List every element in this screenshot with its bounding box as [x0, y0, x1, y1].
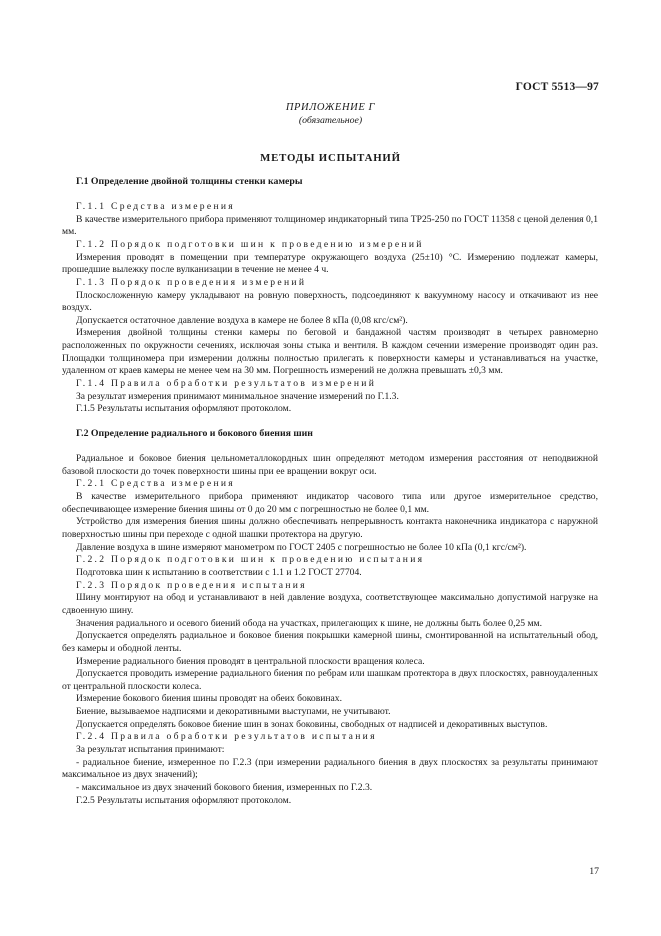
clause-g2-5: Г.2.5 Результаты испытания оформляют протоколом. [76, 794, 292, 806]
paragraph: Значения радиального и осевого биений обода на участках, прилегающих к шине, не должны быть более 0,25 мм. [76, 617, 542, 629]
paragraph: Измерение бокового биения шины проводят на обеих боковинах. [76, 693, 342, 705]
clause-heading-g1-1: Г.1.1 Средства измерения [76, 200, 236, 212]
clause-heading-g1-3: Г.1.3 Порядок проведения измерений [76, 276, 307, 288]
paragraph: Шину монтируют на обод и устанавливают в ней давление воздуха, соответствующее максимально допустимой нагрузке на сдвоенную шину. [62, 592, 598, 616]
document-code: ГОСТ 5513—97 [515, 81, 599, 93]
paragraph: Биение, вызываемое надписями и декоративными выступами, не учитывают. [76, 706, 391, 718]
paragraph: За результат измерения принимают минимальное значение измерений по Г.1.3. [76, 390, 399, 402]
clause-g1-5: Г.1.5 Результаты испытания оформляют протоколом. [76, 403, 292, 415]
paragraph: Радиальное и боковое биения цельнометаллокордных шин определяют методом измерения расстояния от неподвижной базовой плоскости до точек поверхности шины при ее вращении вокруг оси. [62, 453, 598, 477]
appendix-status: (обязательное) [298, 115, 363, 126]
paragraph: В качестве измерительного прибора применяют индикатор часового типа или другое измерительное средство, обеспечивающее измерение биения шины от 0 до 20 мм с погрешностью не более 0,1 мм. [62, 490, 598, 515]
paragraph: За результат испытания принимают: [76, 744, 225, 756]
section-heading-g2: Г.2 Определение радиального и бокового биения шин [76, 428, 313, 440]
paragraph: Подготовка шин к испытанию в соответствии с 1.1 и 1.2 ГОСТ 27704. [76, 566, 362, 578]
paragraph: Допускается проводить измерение радиального биения по ребрам или шашкам протектора в двух плоскостях, равноудаленных от центральной плоскости колеса. [62, 668, 598, 692]
clause-heading-g2-1: Г.2.1 Средства измерения [76, 478, 236, 490]
clause-heading-g2-2: Г.2.2 Порядок подготовки шин к проведению испытания [76, 554, 425, 566]
page-number: 17 [589, 866, 599, 877]
appendix-title: ПРИЛОЖЕНИЕ Г [285, 102, 376, 113]
paragraph: Допускается определять боковое биение шин в зонах боковины, свободных от надписей и декоративных выступов. [76, 718, 548, 730]
clause-heading-g2-4: Г.2.4 Правила обработки результатов испытания [76, 731, 377, 743]
clause-heading-g1-4: Г.1.4 Правила обработки результатов измерений [76, 378, 377, 390]
section-heading-g1: Г.1 Определение двойной толщины стенки камеры [76, 176, 303, 187]
document-body [62, 176, 598, 807]
paragraph: Измерения проводят в помещении при температуре окружающего воздуха (25±10) °С. Измерению подлежат камеры, прошедшие вылежку после вулканизации в течение не менее 4 ч. [62, 251, 598, 276]
paragraph: Устройство для измерения биения шины должно обеспечивать непрерывность контакта наконечника индикатора с наружной поверхностью шины при переходе с одной шашки протектора на другую. [62, 516, 598, 540]
paragraph: Допускается остаточное давление воздуха в камере не более 8 кПа (0,08 кгс/см²). [76, 314, 408, 326]
clause-heading-g1-2: Г.1.2 Порядок подготовки шин к проведению измерений [76, 238, 424, 250]
list-item: - максимальное из двух значений бокового биения, измеренных по Г.2.3. [76, 782, 373, 794]
paragraph: Плоскосложенную камеру укладывают на ровную поверхность, подсоединяют к вакуумному насосу и откачивают из нее воздух. [62, 289, 598, 314]
paragraph: Давление воздуха в шине измеряют манометром по ГОСТ 2405 с погрешностью не более 10 кПа (0,1 кгс/см²). [76, 541, 527, 553]
paragraph: Допускается определять радиальное и боковое биения покрышки камерной шины, смонтированной на испытательный обод, без камеры и ободной ленты. [62, 630, 598, 654]
list-item: - радиальное биение, измеренное по Г.2.3 (при измерении радиального биения в двух плоскостях за результаты принимают максимальное из двух значений); [62, 756, 598, 781]
paragraph: В качестве измерительного прибора применяют толщиномер индикаторный типа ТР25-250 по ГОСТ 11358 с ценой деления 0,1 мм. [62, 213, 598, 238]
paragraph: Измерения двойной толщины стенки камеры по беговой и бандажной частям производят в четырех равномерно расположенных по окружности сечениях, исключая зоны стыка и вентиля. В каждом сечении измерение производят один раз. Площадки толщиномера при измерении должны полностью прилегать к поверхности камеры и устанавливаться на участке, удаленном от краев камеры не менее чем на 30 мм. Погрешность измерений не должна превышать ±0,3 мм. [62, 327, 598, 377]
main-title: МЕТОДЫ ИСПЫТАНИЙ [260, 152, 401, 164]
paragraph: Измерение радиального биения проводят в центральной плоскости вращения колеса. [76, 655, 425, 667]
clause-heading-g2-3: Г.2.3 Порядок проведения испытания [76, 579, 307, 591]
